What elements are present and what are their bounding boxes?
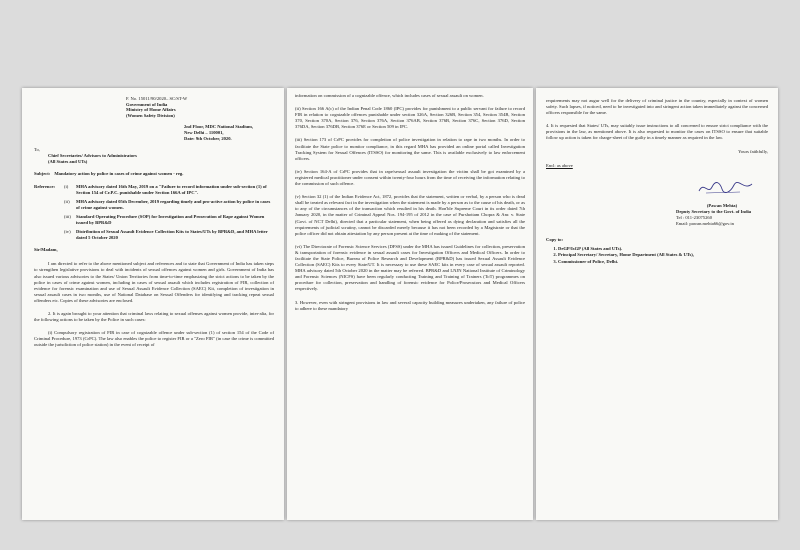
address-line-1: 2nd Floor, MDC National Stadium, <box>184 124 253 130</box>
reference-text: Standard Operating Procedure (SOP) for Investigation and Prosecution of Rape against Women issued by BPR&D <box>76 213 265 225</box>
addressee <box>48 153 274 165</box>
division-name: (Women Safety Division) <box>126 112 175 118</box>
address-line-2: New Delhi – 110001, <box>184 129 224 135</box>
addressee-line-1: Chief Secretaries/ Advisors to Administrators <box>48 153 137 159</box>
body-paragraph: requirements may not augur well for the delivery of criminal justice in the country, especially in context of women safety. Such lapses, if noticed, need to be investigated into and stringent action taken immediately against the concerned officers responsible for the same. <box>546 98 768 116</box>
letter-page-3 <box>536 88 778 520</box>
body-paragraph: 2. It is again brought to your attention that criminal laws relating to sexual offenses against women provide, inter-alia, for the following actions to be taken by the Police in such cases: <box>34 311 274 323</box>
to-label: To, <box>34 147 40 153</box>
reference-number: (iv) <box>64 229 71 235</box>
body-paragraph: (i) Compulsory registration of FIR in case of cognizable offence under sub-section (1) of section 154 of the Code of Criminal Procedure, 1973 (CrPC). The law also enables the police to register FIR or a "Zero FIR" (in case the crime is committed outside the jurisdiction of police station) in the event of receipt of <box>34 330 274 348</box>
letter-header <box>126 96 274 118</box>
references <box>34 184 274 242</box>
body-paragraph: (iii) Section 173 of CrPC provides for completion of police investigation in relation to rape in two months. In order to facilitate the State police to monitor compliance, in this regard MHA has provided an online portal called Investigation Tracking System for Sexual Offences (ITSSO) for monitoring the same. This is available exclusively to law enforcement officers. <box>295 137 525 161</box>
ministry-name: Ministry of Home Affairs <box>126 107 176 113</box>
enclosure-note: Encl: as above <box>546 162 573 168</box>
copy-to-label: Copy to: <box>546 237 563 243</box>
letter-date: Date: 9th October, 2020. <box>184 135 232 141</box>
signatory-phone: Tel : 011-23075260 <box>676 215 712 221</box>
copy-to <box>546 237 768 264</box>
reference-item <box>34 199 274 211</box>
addressee-line-2: (All States and UTs) <box>48 159 88 165</box>
signature-icon <box>696 179 756 197</box>
office-address <box>184 124 274 141</box>
government-name: Government of India <box>126 101 168 107</box>
salutation: Sir/Madam, <box>34 247 58 253</box>
closing: Yours faithfully, <box>738 148 768 154</box>
letter-page-2 <box>287 88 533 520</box>
body-paragraph: (ii) Section 166 A(c) of the Indian Penal Code 1860 (IPC) provides for punishment to a public servant for failure to record FIR in relation to cognizable offences punishable under section 326A, Section 326B, Section 354, Section 354B, Section 370, Section 370A, Section 376, Section 376A, Section 376AB, Section 376B, Section 376C, Section 376D, Section 376DA, Section 376DB, Section 376E or Section 509 in IPC. <box>295 106 525 130</box>
file-number: F. No. 15011/90/2020– SC/ST-W <box>126 96 188 101</box>
reference-number: (ii) <box>64 198 70 204</box>
body-paragraph: information on commission of a cognizable offence, which includes cases of sexual assault on women. <box>295 93 484 98</box>
reference-label: Reference: <box>34 183 56 189</box>
list-item: 3. Commissioner of Police, Delhi. <box>558 259 768 265</box>
reference-item <box>34 214 274 226</box>
reference-text: MHA advisory dated 05th December, 2019 regarding timely and pro-active action by police in cases of crime against women. <box>76 198 271 210</box>
signatory-email: Email: pawan.mehta66@gov.in <box>676 221 734 227</box>
list-item: 1. DeGP/IsGP (All States and UTs). <box>558 246 768 252</box>
reference-text: Distribution of Sexual Assault Evidence Collection Kits to States/UTs by BPR&D, and MHA letter dated 5 October 2020 <box>76 229 268 241</box>
signatory-name: (Pawan Mehta) <box>706 202 738 208</box>
reference-text: MHA advisory dated 16th May, 2019 on a "Failure to record information under sub-section (1) of Section 154 of Cr.P.C. punishable under Section 166A of IPC". <box>76 183 267 195</box>
signature-block <box>676 203 768 227</box>
reference-number: (iii) <box>64 213 71 219</box>
subject-line <box>34 171 274 177</box>
copy-to-list <box>546 246 768 264</box>
reference-number: (i) <box>64 183 69 189</box>
body-paragraph: (vi) The Directorate of Forensic Science Services (DFSS) under the MHA has issued Guidelines for collection, preservation & transportation of forensic evidence in sexual assault cases for Investigation Officers and Medical Officers. In order to facilitate the State Police, Bureau of Police Research and Development (BPR&D) has issued Sexual Assault Evidence Collection (SAEC) Kits to every State/UT. It is necessary to use these SAEC kits in every case of sexual assault reported. MHA advisory dated 5th October 2020 in the matter may be referred. BPR&D and LNJN National Institute of Criminology and Forensic Sciences (NICFS) have been regularly conducting Training and Training of Trainers (ToT) programmes on procedure for collection, preservation and handling of forensic evidence for Police/Prosecutors and Medical Officers respectively. <box>295 243 525 292</box>
signatory-title: Deputy Secretary to the Govt. of India <box>676 208 752 214</box>
reference-item <box>34 184 274 196</box>
subject-text: Mandatory action by police in cases of crime against women - reg. <box>54 171 184 177</box>
body-paragraph: 4. It is requested that States/ UTs, may suitably issue instructions to all concerned to ensure strict compliance with the provisions in the law, as mentioned above. It is also requested to monitor the cases on ITSSO to ensure that suitable follow up action is taken for charge-sheet of the guilty in a timely manner as required in the law. <box>546 123 768 141</box>
subject-label: Subject: <box>34 171 51 177</box>
body-paragraph: 3. However, even with stringent provisions in law and several capacity building measures undertaken, any failure of police to adhere to these mandatory <box>295 299 525 311</box>
body-paragraph: (iv) Section 164-A of CrPC provides that in rape/sexual assault investigation the victim shall be got examined by a registered medical practitioner under consent within twenty-four hours from the time of receiving the information relating to the commission of such offence. <box>295 168 525 187</box>
reference-item <box>34 229 274 241</box>
letter-page-1 <box>22 88 284 520</box>
body-paragraph: (v) Section 32 (1) of the Indian Evidence Act, 1872, provides that the statement, written or verbal, by a person who is dead shall be treated as relevant fact in the investigation when the statement is made by a person as to the cause of his death, or as to any of the circumstances of the transaction which resulted in his death. Hon'ble Supreme Court in its order dated 7th January 2020, in the matter of Criminal Appeal Nos. 194-195 of 2012 in the case of Purshottam Chopra & Anr. v. State (Govt. of NCT Delhi), directed that a particular statement, when being offered as dying declaration and satisfies all the requirements of judicial scrutiny, cannot be discarded merely because it has not been recorded by a Magistrate or that the police officer did not obtain attestation by any person present at the time of making of the statement. <box>295 194 525 236</box>
body-paragraph: I am directed to refer to the above mentioned subject and references and to state that Government of India has taken steps to strengthen legislative provisions to deal with incidents of sexual offences against women and girls. Government of India has also issued various advisories to the States/ Union Territories from time-to-time emphasizing the strict actions to be taken by the police in cases of crime against women, including in cases of sexual assault which includes registration of FIR, collection of evidence for forensic examination and use of Sexual Assault Evidence Collection (SAEC) Kit, completion of investigation in sexual assault cases in two months, use of National Database on Sexual Offenders for identifying and tracking repeat sexual offenders etc. Copies of these advisories are enclosed. <box>34 261 274 303</box>
list-item: 2. Principal Secretary/ Secretary, Home Department (All States & UTs), <box>558 252 768 258</box>
